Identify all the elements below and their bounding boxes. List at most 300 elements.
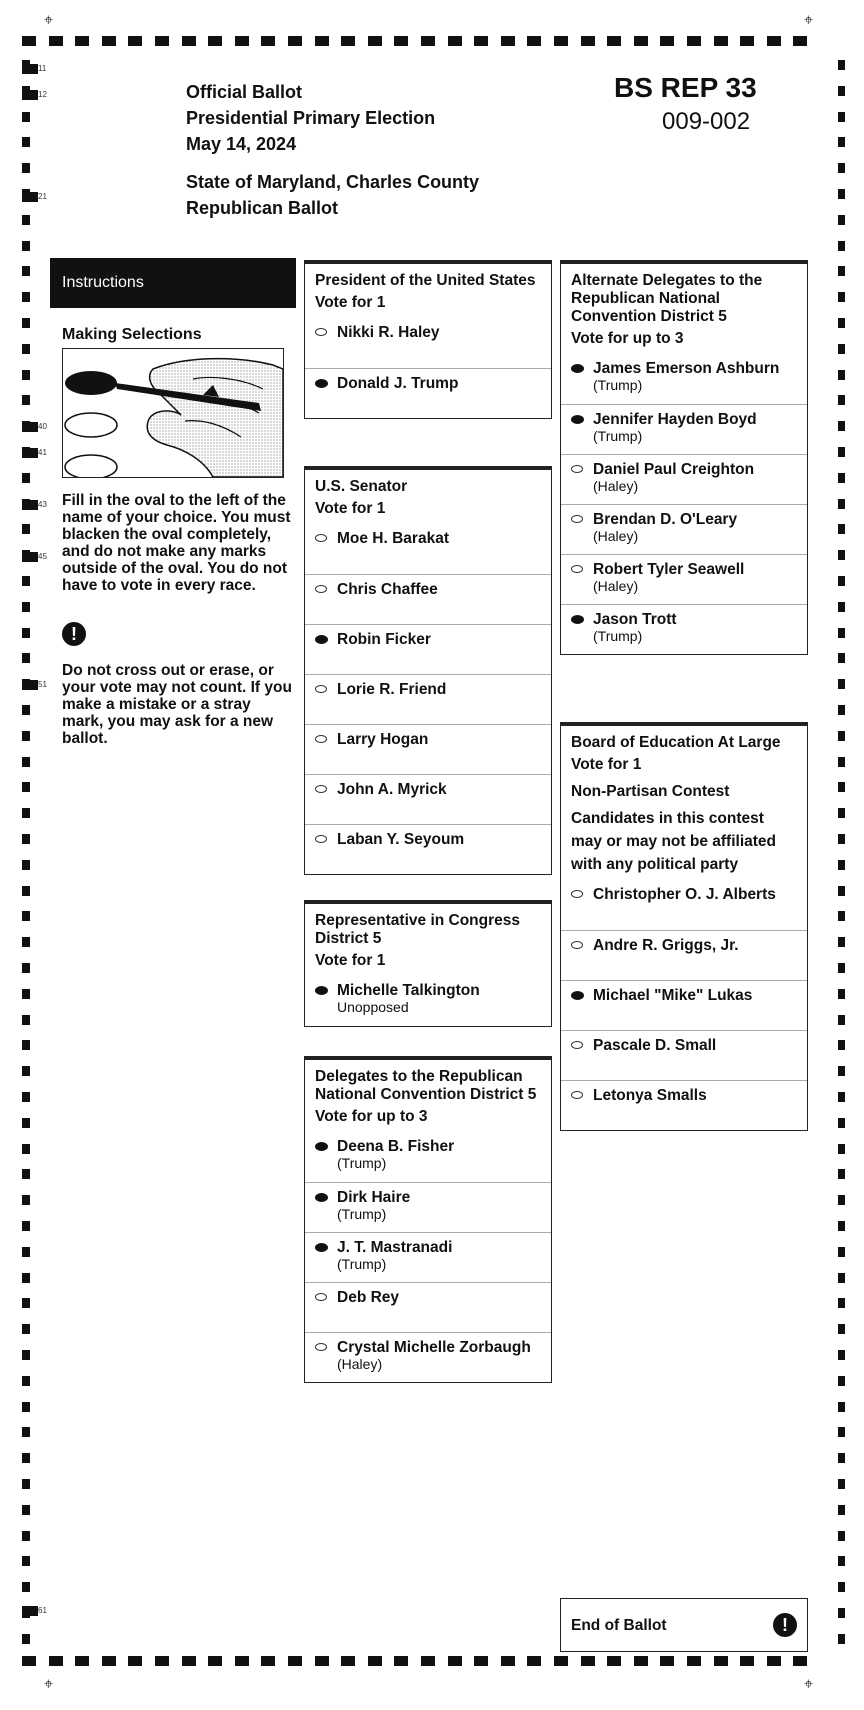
timing-mark	[49, 1656, 63, 1666]
timing-mark	[394, 36, 408, 46]
timing-mark	[22, 422, 38, 432]
candidate-affiliation: (Trump)	[337, 1206, 387, 1222]
timing-mark	[838, 1376, 845, 1386]
filled-oval-icon[interactable]	[315, 635, 328, 644]
timing-mark	[767, 1656, 781, 1666]
timing-mark	[838, 266, 845, 276]
timing-mark	[102, 1656, 116, 1666]
filled-oval-icon[interactable]	[315, 1142, 328, 1151]
vote-for-label: Vote for up to 3	[571, 330, 684, 347]
timing-mark	[714, 1656, 728, 1666]
timing-mark	[22, 782, 30, 792]
timing-mark	[838, 1324, 845, 1334]
filled-oval-icon[interactable]	[315, 379, 328, 388]
contest-alternate-delegates	[560, 260, 808, 655]
timing-mark	[838, 550, 845, 560]
precinct-number: 009-002	[662, 108, 751, 135]
timing-mark	[421, 1656, 435, 1666]
timing-mark	[22, 292, 30, 302]
candidate-row[interactable]	[305, 774, 551, 824]
contest-note: Candidates in this contest may or may not be affiliated with any political party	[571, 810, 776, 873]
timing-mark	[448, 1656, 462, 1666]
candidate-name: James Emerson Ashburn	[593, 360, 780, 377]
timing-mark	[838, 112, 845, 122]
timing-mark	[22, 911, 30, 921]
timing-mark	[368, 1656, 382, 1666]
candidate-row[interactable]	[561, 504, 807, 554]
timing-mark	[22, 1453, 30, 1463]
timing-mark	[714, 36, 728, 46]
warning-icon: !	[62, 622, 86, 646]
timing-mark	[22, 524, 30, 534]
vote-for-label: Vote for 1	[315, 952, 386, 969]
timing-mark	[22, 1606, 38, 1616]
empty-oval-icon[interactable]	[571, 465, 583, 473]
timing-mark	[22, 1324, 30, 1334]
candidate-name: Pascale D. Small	[593, 1037, 717, 1054]
empty-oval-icon[interactable]	[571, 1041, 583, 1049]
empty-oval-icon[interactable]	[571, 941, 583, 949]
timing-mark	[501, 1656, 515, 1666]
candidate-name: Letonya Smalls	[593, 1087, 707, 1104]
timing-mark	[607, 1656, 621, 1666]
empty-oval-icon[interactable]	[571, 565, 583, 573]
timing-mark	[838, 499, 845, 509]
timing-mark	[838, 524, 845, 534]
timing-mark	[838, 1479, 845, 1489]
timing-mark	[838, 963, 845, 973]
filled-oval-icon[interactable]	[315, 1243, 328, 1252]
timing-mark	[22, 1195, 30, 1205]
candidate-row[interactable]	[305, 524, 551, 574]
timing-mark	[838, 370, 845, 380]
candidate-name: John A. Myrick	[337, 781, 447, 798]
timing-mark	[838, 937, 845, 947]
candidate-row[interactable]	[561, 980, 807, 1030]
timing-mark	[554, 36, 568, 46]
timing-mark	[634, 36, 648, 46]
timing-mark	[235, 36, 249, 46]
timing-mark	[838, 911, 845, 921]
registration-mark: ⌖	[804, 1674, 814, 1693]
candidate-name: Robin Ficker	[337, 631, 431, 648]
timing-mark	[22, 112, 30, 122]
timing-mark	[838, 989, 845, 999]
timing-mark	[687, 36, 701, 46]
timing-mark	[49, 36, 63, 46]
timing-number: 45	[38, 552, 47, 561]
timing-mark	[22, 1040, 30, 1050]
timing-number: 12	[38, 90, 47, 99]
empty-oval-icon[interactable]	[571, 515, 583, 523]
timing-mark	[554, 1656, 568, 1666]
contest-title: U.S. Senator	[315, 478, 408, 495]
timing-mark	[22, 266, 30, 276]
contest-title: Delegates to the Republican National Convention District 5	[315, 1068, 537, 1103]
contest-delegates	[304, 1056, 552, 1383]
timing-mark	[235, 1656, 249, 1666]
contest-board-of-education	[560, 722, 808, 1131]
timing-mark	[660, 1656, 674, 1666]
timing-mark	[22, 1066, 30, 1076]
timing-mark	[208, 1656, 222, 1666]
timing-mark	[838, 447, 845, 457]
timing-number: 51	[38, 680, 47, 689]
timing-mark	[22, 989, 30, 999]
timing-mark	[838, 189, 845, 199]
vote-for-label: Vote for 1	[315, 500, 386, 517]
candidate-row[interactable]	[305, 674, 551, 724]
end-of-ballot-label: End of Ballot	[571, 1617, 667, 1634]
candidate-row[interactable]	[561, 880, 807, 930]
registration-mark: ⌖	[44, 1674, 54, 1693]
timing-mark	[22, 860, 30, 870]
timing-mark	[634, 1656, 648, 1666]
timing-mark	[838, 757, 845, 767]
candidate-name: Donald J. Trump	[337, 375, 459, 392]
timing-mark	[581, 1656, 595, 1666]
candidate-row[interactable]	[305, 574, 551, 624]
timing-mark	[22, 1169, 30, 1179]
timing-mark	[838, 421, 845, 431]
timing-mark	[838, 731, 845, 741]
warning-instructions: Do not cross out or erase, or your vote may not count. If you make a mistake or a stray mark, you may ask for a new ballot.	[62, 662, 292, 747]
timing-mark	[838, 1247, 845, 1257]
candidate-row[interactable]	[305, 1232, 551, 1282]
timing-mark	[22, 1350, 30, 1360]
candidate-affiliation: (Trump)	[593, 428, 643, 444]
candidate-row[interactable]	[305, 976, 551, 1026]
contest-representative-congress	[304, 900, 552, 1027]
candidate-name: Daniel Paul Creighton	[593, 461, 755, 478]
timing-mark	[22, 731, 30, 741]
timing-mark	[22, 1556, 30, 1566]
timing-mark	[394, 1656, 408, 1666]
filled-oval-icon[interactable]	[571, 364, 584, 373]
timing-mark	[740, 36, 754, 46]
timing-mark	[22, 1092, 30, 1102]
timing-mark	[838, 1066, 845, 1076]
warning-icon: !	[773, 1613, 797, 1637]
timing-mark	[838, 137, 845, 147]
timing-mark	[838, 808, 845, 818]
candidate-affiliation: (Haley)	[593, 578, 639, 594]
candidate-row[interactable]	[305, 1132, 551, 1182]
candidate-name: Nikki R. Haley	[337, 324, 440, 341]
timing-mark	[838, 1221, 845, 1231]
candidate-row[interactable]	[561, 1030, 807, 1080]
candidate-name: Crystal Michelle Zorbaugh	[337, 1339, 531, 1356]
candidate-name: Chris Chaffee	[337, 581, 438, 598]
ballot-style: BS REP 33	[614, 72, 757, 103]
timing-mark	[22, 318, 30, 328]
timing-mark	[22, 395, 30, 405]
timing-mark	[740, 1656, 754, 1666]
timing-mark	[838, 602, 845, 612]
candidate-row[interactable]	[305, 1332, 551, 1382]
candidate-name: Christopher O. J. Alberts	[593, 886, 776, 903]
candidate-name: Lorie R. Friend	[337, 681, 447, 698]
registration-mark: ⌖	[804, 10, 814, 29]
empty-oval-icon[interactable]	[315, 328, 327, 336]
timing-mark	[838, 1092, 845, 1102]
vote-for-label: Vote for 1	[315, 294, 386, 311]
empty-oval-icon[interactable]	[315, 1293, 327, 1301]
empty-oval-icon[interactable]	[315, 585, 327, 593]
candidate-name: Moe H. Barakat	[337, 530, 449, 547]
timing-mark	[22, 1479, 30, 1489]
candidate-row[interactable]	[561, 930, 807, 980]
candidate-name: J. T. Mastranadi	[337, 1239, 453, 1256]
timing-mark	[838, 1531, 845, 1541]
timing-mark	[155, 1656, 169, 1666]
timing-mark	[838, 1015, 845, 1025]
filled-oval-icon[interactable]	[315, 1193, 328, 1202]
timing-mark	[448, 36, 462, 46]
contest-president	[304, 260, 552, 419]
timing-mark	[22, 448, 38, 458]
timing-mark	[474, 1656, 488, 1666]
timing-mark	[128, 1656, 142, 1666]
timing-number: 43	[38, 500, 47, 509]
timing-mark	[838, 395, 845, 405]
timing-mark	[22, 473, 30, 483]
timing-mark	[182, 36, 196, 46]
timing-number: 11	[38, 64, 47, 73]
candidate-affiliation: (Trump)	[593, 628, 643, 644]
empty-oval-icon[interactable]	[315, 785, 327, 793]
contest-note: Non-Partisan Contest	[571, 783, 730, 800]
timing-mark	[838, 886, 845, 896]
timing-mark	[22, 576, 30, 586]
filled-oval-icon[interactable]	[571, 415, 584, 424]
fill-instructions: Fill in the oval to the left of the name of your choice. You must blacken the oval completely, and do not make any marks outside of the oval. You do not have to vote in every race.	[62, 492, 291, 594]
candidate-row[interactable]	[561, 604, 807, 654]
making-selections-heading: Making Selections	[62, 326, 202, 343]
timing-mark	[838, 679, 845, 689]
timing-mark	[288, 36, 302, 46]
candidate-row[interactable]	[305, 318, 551, 368]
timing-mark	[838, 1118, 845, 1128]
candidate-name: Robert Tyler Seawell	[593, 561, 745, 578]
timing-mark	[208, 36, 222, 46]
timing-mark	[838, 1169, 845, 1179]
timing-mark	[838, 1608, 845, 1618]
timing-mark	[838, 60, 845, 70]
candidate-row[interactable]	[305, 824, 551, 874]
timing-mark	[22, 834, 30, 844]
empty-oval-icon[interactable]	[315, 835, 327, 843]
instruction-illustration	[62, 348, 284, 478]
candidate-affiliation: (Haley)	[593, 528, 639, 544]
election-date: May 14, 2024	[186, 134, 297, 154]
timing-mark	[315, 1656, 329, 1666]
candidate-affiliation: (Trump)	[337, 1256, 387, 1272]
candidate-row[interactable]	[305, 724, 551, 774]
timing-mark	[838, 1582, 845, 1592]
timing-mark	[838, 241, 845, 251]
election-name: Presidential Primary Election	[186, 108, 436, 128]
timing-mark	[527, 1656, 541, 1666]
timing-mark	[22, 653, 30, 663]
timing-mark	[474, 36, 488, 46]
candidate-affiliation: Unopposed	[337, 999, 409, 1015]
candidate-row[interactable]	[561, 404, 807, 454]
timing-mark	[838, 473, 845, 483]
vote-for-label: Vote for up to 3	[315, 1108, 428, 1125]
timing-mark	[22, 757, 30, 767]
timing-mark	[838, 1273, 845, 1283]
candidate-name: Dirk Haire	[337, 1189, 411, 1206]
filled-oval-icon[interactable]	[571, 615, 584, 624]
timing-mark	[22, 215, 30, 225]
timing-mark	[22, 36, 36, 46]
candidate-row[interactable]	[305, 368, 551, 418]
timing-mark	[75, 1656, 89, 1666]
filled-oval-icon[interactable]	[315, 986, 328, 995]
timing-mark	[22, 1505, 30, 1515]
filled-oval-icon[interactable]	[571, 991, 584, 1000]
timing-mark	[182, 1656, 196, 1666]
timing-mark	[22, 192, 38, 202]
candidate-name: Laban Y. Seyoum	[337, 831, 465, 848]
timing-mark	[581, 36, 595, 46]
timing-mark	[22, 1582, 30, 1592]
vote-for-label: Vote for 1	[571, 756, 642, 773]
candidate-name: Jason Trott	[593, 611, 677, 628]
empty-oval-icon[interactable]	[571, 1091, 583, 1099]
timing-mark	[22, 1247, 30, 1257]
candidate-row[interactable]	[305, 624, 551, 674]
timing-mark	[838, 860, 845, 870]
timing-mark	[22, 163, 30, 173]
timing-mark	[838, 292, 845, 302]
candidate-row[interactable]	[561, 354, 807, 404]
empty-oval-icon[interactable]	[315, 735, 327, 743]
candidate-row[interactable]	[305, 1282, 551, 1332]
party-ballot: Republican Ballot	[186, 198, 339, 218]
candidate-name: Andre R. Griggs, Jr.	[593, 937, 739, 954]
timing-mark	[22, 963, 30, 973]
timing-mark	[22, 1221, 30, 1231]
ballot-title: Official Ballot	[186, 82, 303, 102]
timing-mark	[838, 1556, 845, 1566]
timing-mark	[22, 1015, 30, 1025]
timing-mark	[607, 36, 621, 46]
candidate-name: Larry Hogan	[337, 731, 429, 748]
timing-mark	[22, 90, 38, 100]
timing-mark	[527, 36, 541, 46]
contest-title: Board of Education At Large	[571, 734, 781, 751]
timing-mark	[22, 680, 38, 690]
end-of-ballot-box	[560, 1598, 808, 1652]
pen-hand-icon	[63, 349, 283, 477]
timing-mark	[22, 1376, 30, 1386]
timing-mark	[838, 705, 845, 715]
empty-oval-icon[interactable]	[315, 1343, 327, 1351]
timing-mark	[793, 1656, 807, 1666]
candidate-row[interactable]	[561, 454, 807, 504]
timing-mark	[22, 1402, 30, 1412]
timing-mark	[22, 552, 38, 562]
empty-oval-icon[interactable]	[571, 890, 583, 898]
timing-mark	[22, 137, 30, 147]
candidate-name: Michelle Talkington	[337, 982, 480, 999]
timing-mark	[22, 1427, 30, 1437]
timing-mark	[22, 705, 30, 715]
timing-mark	[22, 1634, 30, 1644]
timing-mark	[22, 1531, 30, 1541]
empty-oval-icon[interactable]	[315, 685, 327, 693]
candidate-affiliation: (Trump)	[337, 1155, 387, 1171]
candidate-row[interactable]	[305, 1182, 551, 1232]
timing-mark	[22, 1144, 30, 1154]
contest-title: President of the United States	[315, 272, 536, 289]
timing-mark	[838, 1144, 845, 1154]
timing-mark	[22, 886, 30, 896]
timing-mark	[75, 36, 89, 46]
timing-mark	[22, 1656, 36, 1666]
timing-mark	[261, 36, 275, 46]
timing-mark	[838, 1350, 845, 1360]
timing-mark	[687, 1656, 701, 1666]
timing-mark	[838, 653, 845, 663]
candidate-name: Michael "Mike" Lukas	[593, 987, 753, 1004]
timing-mark	[22, 370, 30, 380]
timing-mark	[341, 1656, 355, 1666]
timing-mark	[315, 36, 329, 46]
timing-mark	[838, 782, 845, 792]
candidate-name: Brendan D. O'Leary	[593, 511, 738, 528]
timing-mark	[838, 834, 845, 844]
timing-mark	[838, 1195, 845, 1205]
timing-mark	[838, 1298, 845, 1308]
timing-mark	[838, 576, 845, 586]
timing-mark	[102, 36, 116, 46]
candidate-row[interactable]	[561, 554, 807, 604]
timing-mark	[838, 86, 845, 96]
candidate-name: Deb Rey	[337, 1289, 400, 1306]
timing-mark	[838, 215, 845, 225]
timing-mark	[22, 1273, 30, 1283]
timing-mark	[341, 36, 355, 46]
candidate-affiliation: (Haley)	[337, 1356, 383, 1372]
timing-mark	[838, 344, 845, 354]
timing-number: 41	[38, 448, 47, 457]
candidate-row[interactable]	[561, 1080, 807, 1130]
empty-oval-icon[interactable]	[315, 534, 327, 542]
timing-mark	[155, 36, 169, 46]
timing-mark	[838, 318, 845, 328]
candidate-name: Jennifer Hayden Boyd	[593, 411, 757, 428]
contest-title: Alternate Delegates to the Republican National Convention District 5	[571, 272, 763, 325]
timing-mark	[793, 36, 807, 46]
timing-mark	[128, 36, 142, 46]
timing-mark	[22, 64, 38, 74]
timing-mark	[838, 1402, 845, 1412]
candidate-name: Deena B. Fisher	[337, 1138, 455, 1155]
timing-mark	[501, 36, 515, 46]
timing-number: 21	[38, 192, 47, 201]
timing-mark	[838, 1505, 845, 1515]
timing-mark	[660, 36, 674, 46]
candidate-affiliation: (Trump)	[593, 377, 643, 393]
contest-title: Representative in Congress District 5	[315, 912, 521, 947]
timing-mark	[261, 1656, 275, 1666]
timing-mark	[368, 36, 382, 46]
timing-mark	[22, 344, 30, 354]
timing-mark	[22, 1118, 30, 1128]
